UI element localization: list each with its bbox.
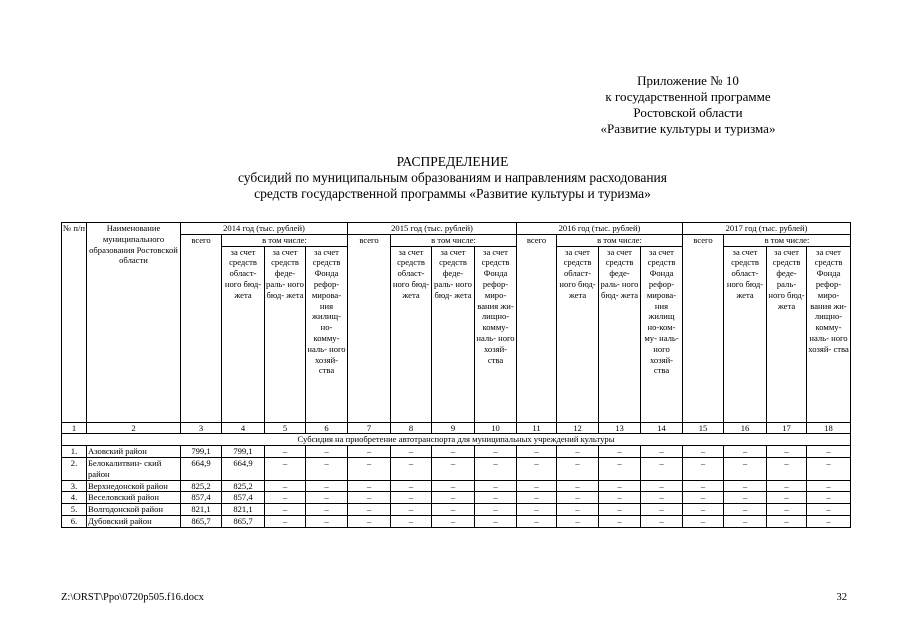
column-number: 4 <box>222 422 265 434</box>
row-municipality: Белокалитвин- ский район <box>87 457 181 480</box>
row-empty-value: – <box>599 446 641 458</box>
row-empty-value: – <box>724 480 767 492</box>
row-empty-value: – <box>641 492 683 504</box>
row-empty-value: – <box>348 446 391 458</box>
row-empty-value: – <box>517 457 557 480</box>
row-empty-value: – <box>475 504 517 516</box>
row-empty-value: – <box>767 515 807 527</box>
column-number: 6 <box>306 422 348 434</box>
header-total: всего <box>683 234 724 422</box>
column-number: 2 <box>87 422 181 434</box>
row-empty-value: – <box>807 446 851 458</box>
row-empty-value: – <box>807 504 851 516</box>
row-total-2014: 865,7 <box>181 515 222 527</box>
header-row-total <box>62 234 851 246</box>
row-empty-value: – <box>767 492 807 504</box>
header-sub-fund: за счет средств Фонда рефор- миро- вания жи- лищно- комму- наль- ного хозяй- ства <box>807 246 851 422</box>
row-empty-value: – <box>807 457 851 480</box>
row-empty-value: – <box>348 492 391 504</box>
row-empty-value: – <box>683 504 724 516</box>
appendix-line: Ростовской области <box>633 105 743 120</box>
row-empty-value: – <box>517 480 557 492</box>
row-obl-2014: 825,2 <box>222 480 265 492</box>
row-empty-value: – <box>475 515 517 527</box>
row-empty-value: – <box>641 457 683 480</box>
row-empty-value: – <box>432 492 475 504</box>
row-municipality: Верхнедонской район <box>87 480 181 492</box>
header-sub-obl: за счет средств област- ного бюд- жета <box>391 246 432 422</box>
row-obl-2014: 799,1 <box>222 446 265 458</box>
section-title: Субсидия на приобретение автотранспорта для муниципальных учреждений культуры <box>62 434 851 446</box>
row-empty-value: – <box>767 480 807 492</box>
column-number: 13 <box>599 422 641 434</box>
row-empty-value: – <box>724 492 767 504</box>
heading-line: средств государственной программы «Развитие культуры и туризма» <box>254 186 651 201</box>
table-row <box>62 446 851 458</box>
row-empty-value: – <box>432 457 475 480</box>
row-empty-value: – <box>475 446 517 458</box>
row-empty-value: – <box>475 492 517 504</box>
header-sub-fed: за счет средств феде- раль- ного бюд- жета <box>767 246 807 422</box>
column-number: 8 <box>391 422 432 434</box>
row-empty-value: – <box>557 457 599 480</box>
row-empty-value: – <box>306 504 348 516</box>
row-number: 3. <box>62 480 87 492</box>
row-empty-value: – <box>265 446 306 458</box>
header-sub-obl: за счет средств област- ного бюд- жета <box>557 246 599 422</box>
row-empty-value: – <box>306 457 348 480</box>
footer-page-number: 32 <box>836 592 847 603</box>
row-empty-value: – <box>517 515 557 527</box>
row-empty-value: – <box>767 504 807 516</box>
row-empty-value: – <box>517 504 557 516</box>
document-heading <box>0 154 905 202</box>
header-total: всего <box>181 234 222 422</box>
header-sub-fund: за счет средств Фонда рефор- мирова- ния жилищ- но- комму- наль- ного хозяй- ства <box>306 246 348 422</box>
row-empty-value: – <box>599 480 641 492</box>
row-empty-value: – <box>599 492 641 504</box>
row-total-2014: 857,4 <box>181 492 222 504</box>
row-empty-value: – <box>475 457 517 480</box>
header-including: в том числе: <box>724 234 851 246</box>
column-number: 5 <box>265 422 306 434</box>
row-empty-value: – <box>265 492 306 504</box>
row-empty-value: – <box>641 504 683 516</box>
row-obl-2014: 664,9 <box>222 457 265 480</box>
row-number: 5. <box>62 504 87 516</box>
header-sub-obl: за счет средств област- ного бюд- жета <box>724 246 767 422</box>
footer-file-path: Z:\ORST\Ppo\0720p505.f16.docx <box>61 592 204 603</box>
table-row <box>62 457 851 480</box>
section-row <box>62 434 851 446</box>
row-empty-value: – <box>517 446 557 458</box>
header-year: 2015 год (тыс. рублей) <box>348 223 517 235</box>
row-number: 6. <box>62 515 87 527</box>
header-sub-fed: за счет средств феде- раль- ного бюд- жета <box>265 246 306 422</box>
header-year: 2017 год (тыс. рублей) <box>683 223 851 235</box>
row-empty-value: – <box>557 492 599 504</box>
row-empty-value: – <box>724 504 767 516</box>
row-empty-value: – <box>641 446 683 458</box>
row-number: 2. <box>62 457 87 480</box>
row-municipality: Волгодонской район <box>87 504 181 516</box>
row-empty-value: – <box>306 480 348 492</box>
row-empty-value: – <box>807 515 851 527</box>
header-including: в том числе: <box>557 234 683 246</box>
column-number: 17 <box>767 422 807 434</box>
column-number: 1 <box>62 422 87 434</box>
header-sub-obl: за счет средств област- ного бюд- жета <box>222 246 265 422</box>
table-row <box>62 504 851 516</box>
row-total-2014: 664,9 <box>181 457 222 480</box>
row-empty-value: – <box>724 515 767 527</box>
column-number: 18 <box>807 422 851 434</box>
row-empty-value: – <box>807 492 851 504</box>
row-obl-2014: 821,1 <box>222 504 265 516</box>
header-sub-fed: за счет средств феде- раль- ного бюд- жета <box>432 246 475 422</box>
row-empty-value: – <box>432 504 475 516</box>
header-including: в том числе: <box>222 234 348 246</box>
column-number-row <box>62 422 851 434</box>
row-obl-2014: 865,7 <box>222 515 265 527</box>
row-empty-value: – <box>348 457 391 480</box>
column-number: 15 <box>683 422 724 434</box>
header-sub-fund: за счет средств Фонда рефор- миро- вания жи- лищно- комму- наль- ного хозяй- ства <box>475 246 517 422</box>
row-empty-value: – <box>807 480 851 492</box>
row-empty-value: – <box>724 457 767 480</box>
row-municipality: Дубовский район <box>87 515 181 527</box>
table-header <box>62 223 851 423</box>
row-empty-value: – <box>391 492 432 504</box>
column-number: 11 <box>517 422 557 434</box>
row-empty-value: – <box>306 446 348 458</box>
row-empty-value: – <box>599 457 641 480</box>
column-number: 10 <box>475 422 517 434</box>
row-empty-value: – <box>683 492 724 504</box>
row-empty-value: – <box>265 457 306 480</box>
row-empty-value: – <box>475 480 517 492</box>
row-empty-value: – <box>599 504 641 516</box>
row-empty-value: – <box>641 480 683 492</box>
column-number: 9 <box>432 422 475 434</box>
row-empty-value: – <box>683 515 724 527</box>
row-empty-value: – <box>767 457 807 480</box>
row-empty-value: – <box>265 504 306 516</box>
row-empty-value: – <box>391 480 432 492</box>
table-body <box>62 422 851 527</box>
row-empty-value: – <box>391 457 432 480</box>
header-year: 2016 год (тыс. рублей) <box>517 223 683 235</box>
row-total-2014: 821,1 <box>181 504 222 516</box>
row-empty-value: – <box>348 515 391 527</box>
row-empty-value: – <box>432 515 475 527</box>
header-name: Наименование муниципального образования Ростовской области <box>87 223 181 423</box>
row-empty-value: – <box>557 446 599 458</box>
subsidy-table <box>61 222 851 528</box>
appendix-line: Приложение № 10 <box>637 73 739 88</box>
header-total: всего <box>517 234 557 422</box>
appendix-line: «Развитие культуры и туризма» <box>600 121 776 136</box>
row-empty-value: – <box>306 515 348 527</box>
row-empty-value: – <box>348 480 391 492</box>
row-empty-value: – <box>641 515 683 527</box>
header-row-years <box>62 223 851 235</box>
row-empty-value: – <box>599 515 641 527</box>
row-empty-value: – <box>557 515 599 527</box>
row-empty-value: – <box>306 492 348 504</box>
row-empty-value: – <box>265 515 306 527</box>
row-empty-value: – <box>348 504 391 516</box>
column-number: 16 <box>724 422 767 434</box>
row-empty-value: – <box>557 480 599 492</box>
row-empty-value: – <box>683 457 724 480</box>
row-empty-value: – <box>683 446 724 458</box>
row-empty-value: – <box>265 480 306 492</box>
heading-title: РАСПРЕДЕЛЕНИЕ <box>396 154 509 169</box>
table-row <box>62 515 851 527</box>
appendix-line: к государственной программе <box>605 89 771 104</box>
row-obl-2014: 857,4 <box>222 492 265 504</box>
row-number: 4. <box>62 492 87 504</box>
heading-line: субсидий по муниципальным образованиям и направлениям расходования <box>237 170 667 185</box>
row-municipality: Азовский район <box>87 446 181 458</box>
header-including: в том числе: <box>391 234 517 246</box>
column-number: 12 <box>557 422 599 434</box>
header-year: 2014 год (тыс. рублей) <box>181 223 348 235</box>
row-empty-value: – <box>683 480 724 492</box>
header-no: № п/п <box>62 223 87 423</box>
header-total: всего <box>348 234 391 422</box>
row-empty-value: – <box>391 446 432 458</box>
row-empty-value: – <box>767 446 807 458</box>
row-total-2014: 799,1 <box>181 446 222 458</box>
row-empty-value: – <box>432 480 475 492</box>
row-empty-value: – <box>391 504 432 516</box>
row-total-2014: 825,2 <box>181 480 222 492</box>
row-empty-value: – <box>391 515 432 527</box>
header-sub-fed: за счет средств феде- раль- ного бюд- жета <box>599 246 641 422</box>
row-empty-value: – <box>517 492 557 504</box>
table-row <box>62 480 851 492</box>
row-empty-value: – <box>724 446 767 458</box>
column-number: 3 <box>181 422 222 434</box>
row-municipality: Веселовский район <box>87 492 181 504</box>
row-number: 1. <box>62 446 87 458</box>
column-number: 14 <box>641 422 683 434</box>
appendix-block <box>548 73 828 137</box>
table-row <box>62 492 851 504</box>
row-empty-value: – <box>432 446 475 458</box>
header-sub-fund: за счет средств Фонда рефор- мирова- ния жилищ но-ком- му- наль- ного хозяй- ства <box>641 246 683 422</box>
column-number: 7 <box>348 422 391 434</box>
row-empty-value: – <box>557 504 599 516</box>
